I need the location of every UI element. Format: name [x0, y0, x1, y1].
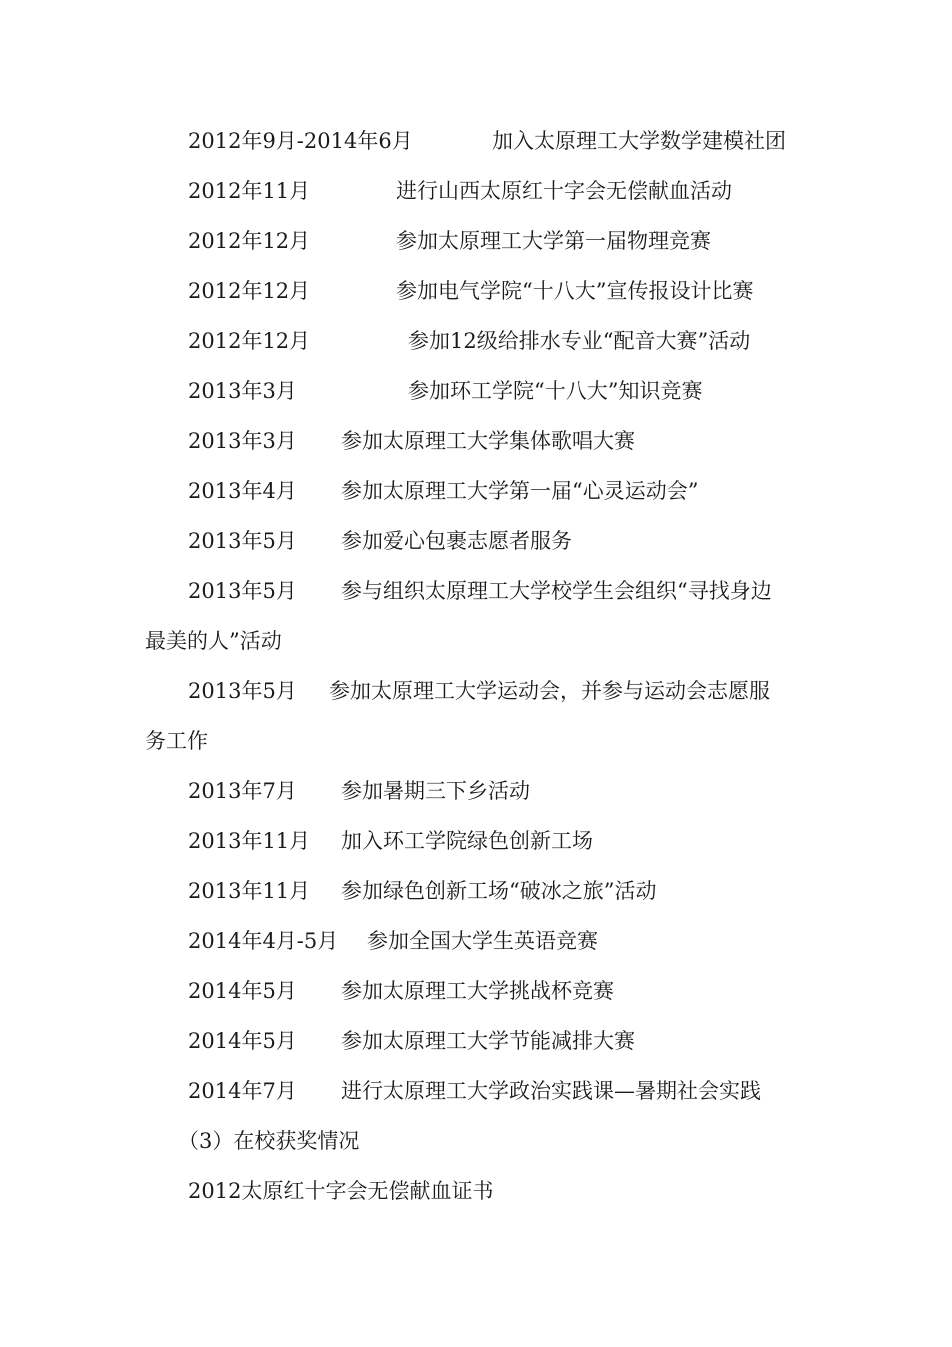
awards-heading: （3）在校获奖情况 — [178, 1129, 360, 1153]
activity-text: 参加爱心包裹志愿者服务 — [341, 529, 572, 553]
activity-date: 2014年5月 — [188, 1029, 297, 1053]
activity-date: 2012年9月-2014年6月 — [188, 129, 413, 153]
activity-text: 参加环工学院“十八大”知识竞赛 — [408, 379, 703, 403]
activity-text: 参加太原理工大学集体歌唱大赛 — [341, 429, 635, 453]
activity-text: 加入太原理工大学数学建模社团 — [492, 129, 786, 153]
activity-date: 2012年12月 — [188, 329, 311, 353]
activity-date: 2013年5月 — [188, 679, 297, 703]
activity-text: 参加太原理工大学第一届“心灵运动会” — [341, 479, 699, 503]
activity-text: 进行山西太原红十字会无偿献血活动 — [396, 179, 732, 203]
activity-text: 参加暑期三下乡活动 — [341, 779, 530, 803]
activity-date: 2014年4月-5月 — [188, 929, 339, 953]
activity-date: 2013年3月 — [188, 429, 297, 453]
activity-text: 参加太原理工大学节能减排大赛 — [341, 1029, 635, 1053]
activity-text: 参加太原理工大学挑战杯竞赛 — [341, 979, 614, 1003]
activity-date: 2013年5月 — [188, 529, 297, 553]
activity-date: 2013年4月 — [188, 479, 297, 503]
activity-text: 参加12级给排水专业“配音大赛”活动 — [408, 329, 751, 353]
activity-date: 2013年5月 — [188, 579, 297, 603]
activity-text-continuation: 务工作 — [145, 729, 208, 753]
activity-date: 2013年11月 — [188, 879, 311, 903]
activity-text: 参加全国大学生英语竞赛 — [367, 929, 598, 953]
activity-text: 参加太原理工大学第一届物理竞赛 — [396, 229, 711, 253]
activity-text: 加入环工学院绿色创新工场 — [341, 829, 593, 853]
activity-date: 2013年11月 — [188, 829, 311, 853]
activity-date: 2014年5月 — [188, 979, 297, 1003]
activity-text: 参加绿色创新工场“破冰之旅”活动 — [341, 879, 657, 903]
activity-text: 进行太原理工大学政治实践课—暑期社会实践 — [341, 1079, 761, 1103]
activity-date: 2012年12月 — [188, 229, 311, 253]
activity-text-continuation: 最美的人”活动 — [145, 629, 282, 653]
activity-date: 2013年7月 — [188, 779, 297, 803]
activity-date: 2013年3月 — [188, 379, 297, 403]
activity-date: 2012年12月 — [188, 279, 311, 303]
activity-text: 参加电气学院“十八大”宣传报设计比赛 — [396, 279, 754, 303]
activity-text: 参与组织太原理工大学校学生会组织“寻找身边 — [341, 579, 772, 603]
activity-date: 2014年7月 — [188, 1079, 297, 1103]
activity-date: 2012年11月 — [188, 179, 311, 203]
activity-text: 参加太原理工大学运动会，并参与运动会志愿服 — [329, 679, 770, 703]
award-item: 2012太原红十字会无偿献血证书 — [188, 1179, 494, 1203]
